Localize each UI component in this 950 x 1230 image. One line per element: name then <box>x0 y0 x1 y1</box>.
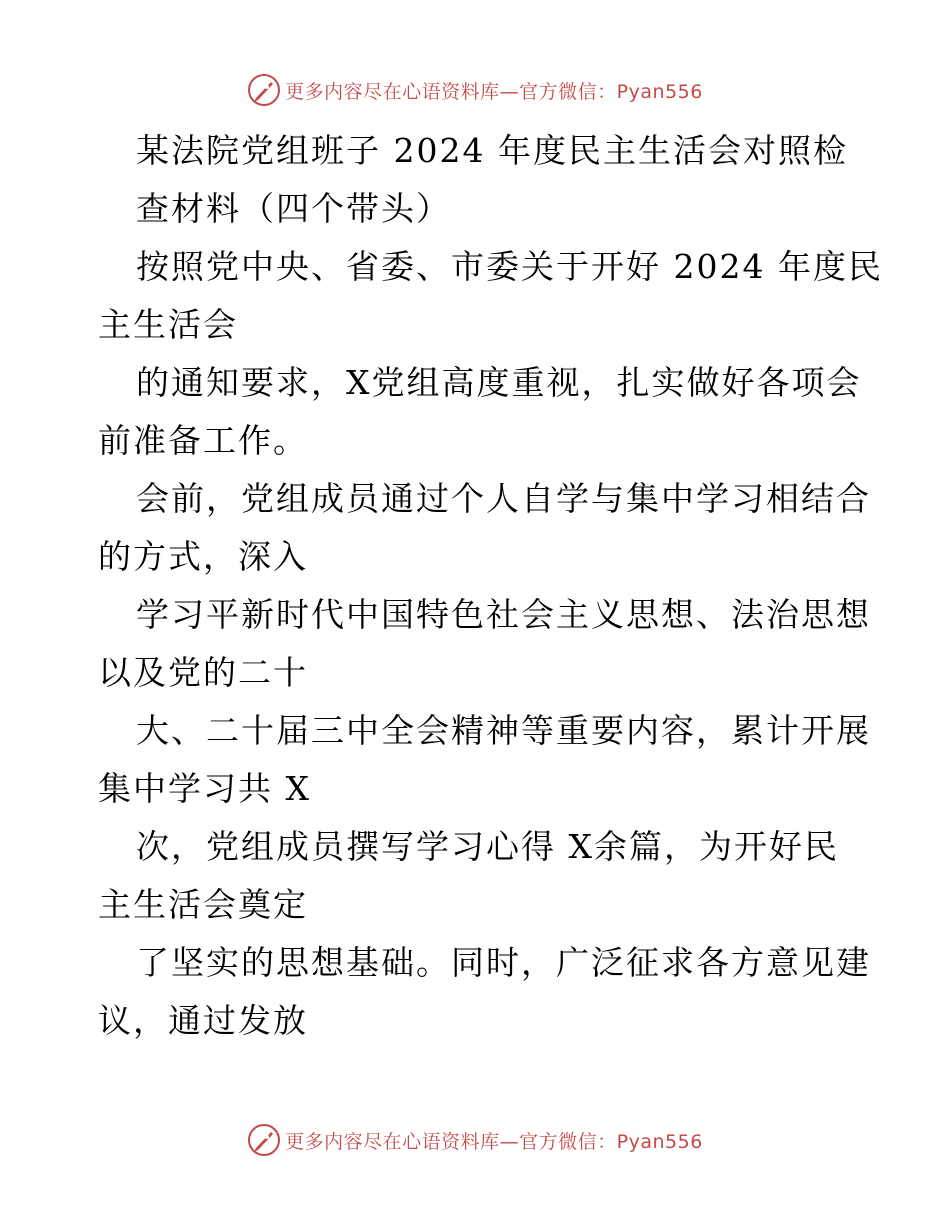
paragraph-line: 的方式，深入 <box>98 537 308 576</box>
header-banner-text: 更多内容尽在心语资料库—官方微信：Pyan556 <box>285 80 703 103</box>
header-banner <box>0 70 950 110</box>
document-body <box>98 122 883 1050</box>
paragraph-line: 大、二十届三中全会精神等重要内容，累计开展 <box>136 711 871 750</box>
quill-pen-logo-icon <box>247 73 281 107</box>
paragraph-line: 集中学习共 X <box>98 769 311 808</box>
footer-banner-text: 更多内容尽在心语资料库—官方微信：Pyan556 <box>285 1130 703 1153</box>
paragraph-line: 会前，党组成员通过个人自学与集中学习相结合 <box>136 479 871 518</box>
paragraph-line: 主生活会奠定 <box>98 885 308 924</box>
paragraph-line: 主生活会 <box>98 305 238 344</box>
paragraph-line: 按照党中央、省委、市委关于开好 2024 年度民 <box>136 247 883 286</box>
paragraph-line: 的通知要求，X党组高度重视，扎实做好各项会 <box>136 363 862 402</box>
quill-pen-logo-icon <box>247 1123 281 1157</box>
paragraph-line: 前准备工作。 <box>98 421 308 460</box>
paragraph-line: 以及党的二十 <box>98 653 308 692</box>
paragraph-line: 学习平新时代中国特色社会主义思想、法治思想 <box>136 595 871 634</box>
title-line-2: 查材料（四个带头） <box>136 189 451 228</box>
paragraph-line: 次，党组成员撰写学习心得 X余篇，为开好民 <box>136 827 839 866</box>
paragraph-line: 议，通过发放 <box>98 1001 308 1040</box>
paragraph-line: 了坚实的思想基础。同时，广泛征求各方意见建 <box>136 943 871 982</box>
title-line-1: 某法院党组班子 2024 年度民主生活会对照检 <box>136 131 848 170</box>
footer-banner <box>0 1120 950 1160</box>
